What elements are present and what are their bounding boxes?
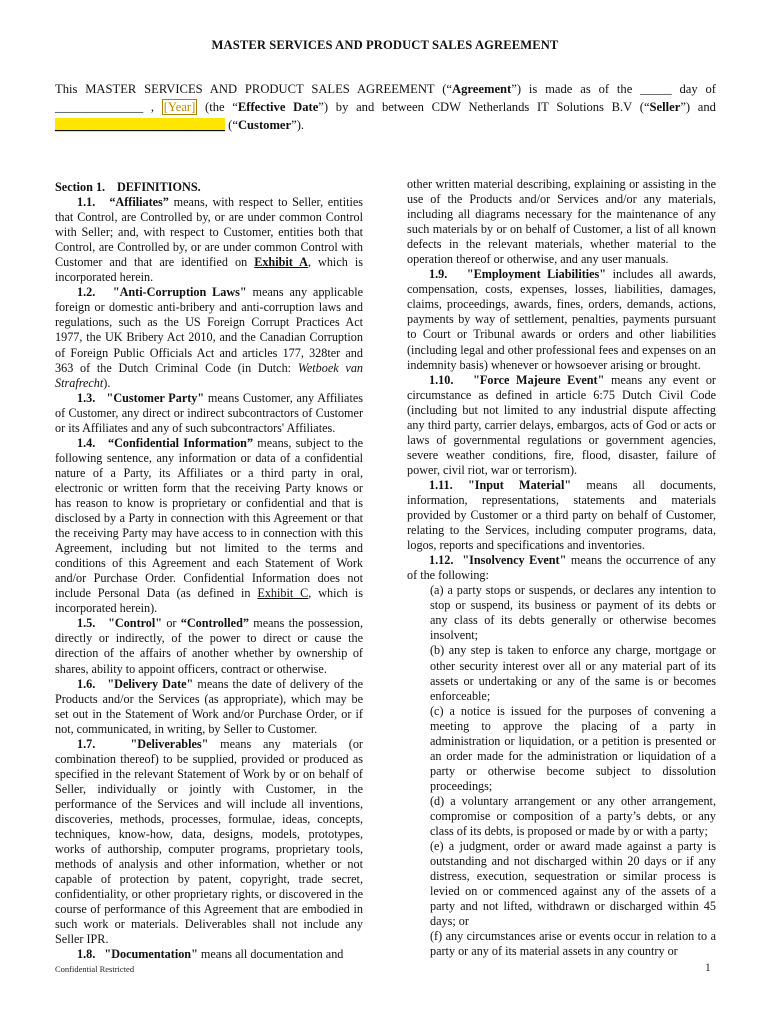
clause-number: 1.11.	[429, 477, 453, 492]
intro-text: ”) is made as of the _____ day of ______________ ,	[55, 82, 716, 114]
customer-term: Customer	[237, 118, 292, 132]
insolvency-item: (b) any step is taken to enforce any charge, mortgage or other security interest over all or any material part of its assets or undertaking or any of the same is or becomes enforceable;	[430, 643, 716, 703]
definition-text: means, subject to the following sentence, any information or data of a confidential nature of a Party, its Affiliates or a third party in oral, electronic or written form that the receiving Party knows or has reason to know is proprietary or confidential and that is disclosed by a Party in connection with this Agreement or that the receiving Party may have access to in connection with this Agreement, including but not limited to the terms and conditions of this Agreement and each Statement of Work and/or Purchase Order. Confidential Information does not include Personal Data (as defined in	[55, 435, 364, 601]
defined-term: “Controlled”	[180, 616, 249, 631]
intro-text: ”) and	[680, 100, 716, 114]
definition-text: means the date of delivery of the Products and/or the Services (as appropriate), which may be set out in the Statement of Work and/or Purchase Order, or if not, communicated, in writing, by Seller to Customer.	[55, 676, 363, 736]
defined-term: "Delivery Date"	[107, 676, 194, 691]
defined-term: "Control"	[108, 616, 163, 631]
definition-text: , which is incorporated herein.	[55, 255, 363, 285]
year-field[interactable]: [Year]	[163, 100, 196, 114]
exhibit-a-reference[interactable]: Exhibit A	[254, 255, 308, 270]
agreement-term: Agreement	[452, 82, 512, 96]
defined-term: "Documentation"	[104, 947, 198, 962]
seller-term: Seller	[649, 100, 681, 114]
defined-term: “Confidential Information”	[107, 435, 254, 450]
clause-number: 1.6.	[77, 676, 96, 691]
section-title: DEFINITIONS.	[117, 180, 201, 194]
clause-number: 1.7.	[77, 736, 96, 751]
definition-1-6	[55, 677, 363, 737]
footer-classification: Confidential Restricted	[55, 964, 135, 974]
section-number: Section 1.	[55, 180, 106, 194]
clause-number: 1.3.	[77, 390, 96, 405]
clause-number: 1.9.	[429, 267, 448, 282]
definition-1-2	[55, 285, 363, 390]
document-title: MASTER SERVICES AND PRODUCT SALES AGREEMENT	[211, 38, 559, 52]
intro-text: This MASTER SERVICES AND PRODUCT SALES AGREEMENT (“	[55, 82, 453, 96]
intro-text: ”).	[291, 118, 305, 132]
definition-text: means any applicable foreign or domestic anti-bribery and anti-corruption laws and regulations, such as the US Foreign Corrupt Practices Act 1977, the UK Bribery Act 2010, and the Canadian Corruption of Foreign Public Officials Act and articles 177, 328ter and 363 of the Dutch Criminal Code (in Dutch:	[55, 285, 364, 375]
definition-1-10	[407, 373, 716, 478]
defined-term: "Deliverables"	[130, 736, 209, 751]
definition-1-9	[407, 267, 716, 372]
defined-term: "Insolvency Event"	[462, 553, 567, 568]
definition-text: means any event or circumstance as defined in article 6:75 Dutch Civil Code (including but not limited to any industrial dispute affecting any third party, carrier delays, embargos, acts of God or acts or laws of governmental regulations or government agencies, severe weather conditions, fire, flood, disaster, failure of power, civil riot, war or terrorism).	[407, 372, 716, 477]
definition-text: means all documents, information, representations, statements and materials provided by Customer or a third party on behalf of Customer, relating to the Services, including computer programs, data, logos, reports and specifications and inventories.	[407, 477, 717, 553]
clause-number: 1.12.	[429, 553, 454, 568]
page-number: 1	[705, 962, 711, 974]
intro-paragraph	[55, 80, 716, 134]
definition-1-1	[55, 195, 363, 285]
right-column	[407, 177, 716, 959]
defined-term: "Force Majeure Event"	[473, 372, 605, 387]
definition-text: means the occurrence of any of the following:	[407, 553, 716, 583]
definition-1-3	[55, 391, 363, 436]
insolvency-item: (e) a judgment, order or award made against a party is outstanding and not discharged within 20 days or if any distress, execution, sequestration or similar process is levied on or commenced against any of the assets of a party and not lifted, withdrawn or discharged within 45 days; or	[430, 839, 716, 929]
definition-1-8-continued: other written material describing, explaining or assisting in the use of the Products and/or Services and/or any materials, including all diagrams necessary for the maintenance of any such materials by or on behalf of Customer, a list of all known defects in the relevant materials, whether material to the operation thereof or otherwise, and any user manuals.	[407, 177, 716, 267]
intro-text: (the “	[197, 100, 238, 114]
customer-name-blank[interactable]: ___________________________	[55, 118, 226, 132]
left-column	[55, 180, 363, 962]
definition-text: , which is incorporated herein).	[55, 586, 364, 616]
definition-text: means the possession, directly or indirectly, of the power to direct or cause the direction of the affairs of another whether by ownership of shares, ability to appoint officers, contract or otherwise.	[55, 616, 364, 676]
clause-number: 1.8.	[77, 947, 96, 962]
definition-1-4	[55, 436, 363, 617]
definition-1-8	[55, 947, 363, 962]
definition-text: includes all awards, compensation, costs, expenses, losses, liabilities, damages, claims, proceedings, awards, fines, orders, demands, actions, payments by way of settlement, penalties, payments pursuant to Court or Tribunal awards or orders and other liabilities (including legal and other professional fees and expenses on an indemnity basis) whenever or howsoever arising or brought.	[407, 267, 716, 372]
insolvency-item: (c) a notice is issued for the purposes of convening a meeting to approve the placing of a party in administration or liquidation, or a petition is presented or an order made for the administration or liquidation of a party or otherwise become subject to dissolution proceedings;	[430, 703, 716, 793]
definition-text: means all documentation and	[197, 947, 344, 962]
insolvency-item: (a) a party stops or suspends, or declares any intention to stop or suspend, its business or payment of its debts or any class of its debts generally or otherwise becomes insolvent;	[430, 583, 716, 643]
intro-text: ”) by and between CDW Netherlands IT Solutions B.V (“	[318, 100, 650, 114]
definition-1-11	[407, 478, 716, 553]
effective-date-term: Effective Date	[237, 100, 319, 114]
insolvency-item: (f) any circumstances arise or events occur in relation to a party or any of its material assets in any country or	[430, 929, 716, 959]
definition-1-5	[55, 616, 363, 676]
clause-number: 1.5.	[77, 616, 96, 631]
definition-text: means, with respect to Seller, entities that Control, are Controlled by, or are under common Control with Seller; and, with respect to Customer, entities both that Control, are Controlled by, or are under common Control with Customer and that are identified on	[55, 195, 364, 270]
clause-number: 1.4.	[77, 435, 96, 450]
definition-1-12	[407, 553, 716, 583]
defined-term: "Employment Liabilities"	[466, 267, 607, 282]
definition-text: or	[162, 616, 181, 631]
section-heading	[55, 180, 363, 195]
definition-text: means any materials (or combination thereof) to be supplied, provided or produced as specified in the relevant Statement of Work by or on behalf of Seller, individually or jointly with Customer, in the performance of the Services and will include all inventions, discoveries, methods, processes, formulae, ideas, concepts, techniques, know-how, data, designs, models, prototypes, works of authorship, computer programs, proprietary tools, methods of analysis and other information, whether or not capable of protection by patent, copyright, trade secret, confidentiality, or other proprietary rights, or discovered in the course of performance of this Agreement that are embodied in such work or materials. Deliverables shall not include any Seller IPR.	[55, 736, 363, 947]
defined-term: "Input Material"	[467, 477, 572, 492]
clause-number: 1.2.	[77, 285, 96, 300]
insolvency-item: (d) a voluntary arrangement or any other arrangement, compromise or composition of a party’s debts, or any class of its debts, is proposed or made by or with a party;	[430, 793, 716, 839]
clause-number: 1.10.	[429, 372, 454, 387]
definition-text: means Customer, any Affiliates of Customer, any direct or indirect subcontractors of Customer or its Affiliates and any of such subcontractors' Affiliates.	[55, 390, 364, 435]
intro-text: (“	[225, 118, 238, 132]
defined-term: "Customer Party"	[106, 390, 205, 405]
dutch-term: Wetboek van Strafrecht	[55, 360, 364, 390]
definition-1-7	[55, 737, 363, 948]
defined-term: “Affiliates”	[109, 195, 169, 210]
exhibit-c-reference[interactable]: Exhibit C	[257, 586, 309, 601]
clause-number: 1.1.	[77, 195, 96, 210]
defined-term: "Anti-Corruption Laws"	[112, 285, 247, 300]
definition-text: ).	[103, 375, 111, 390]
